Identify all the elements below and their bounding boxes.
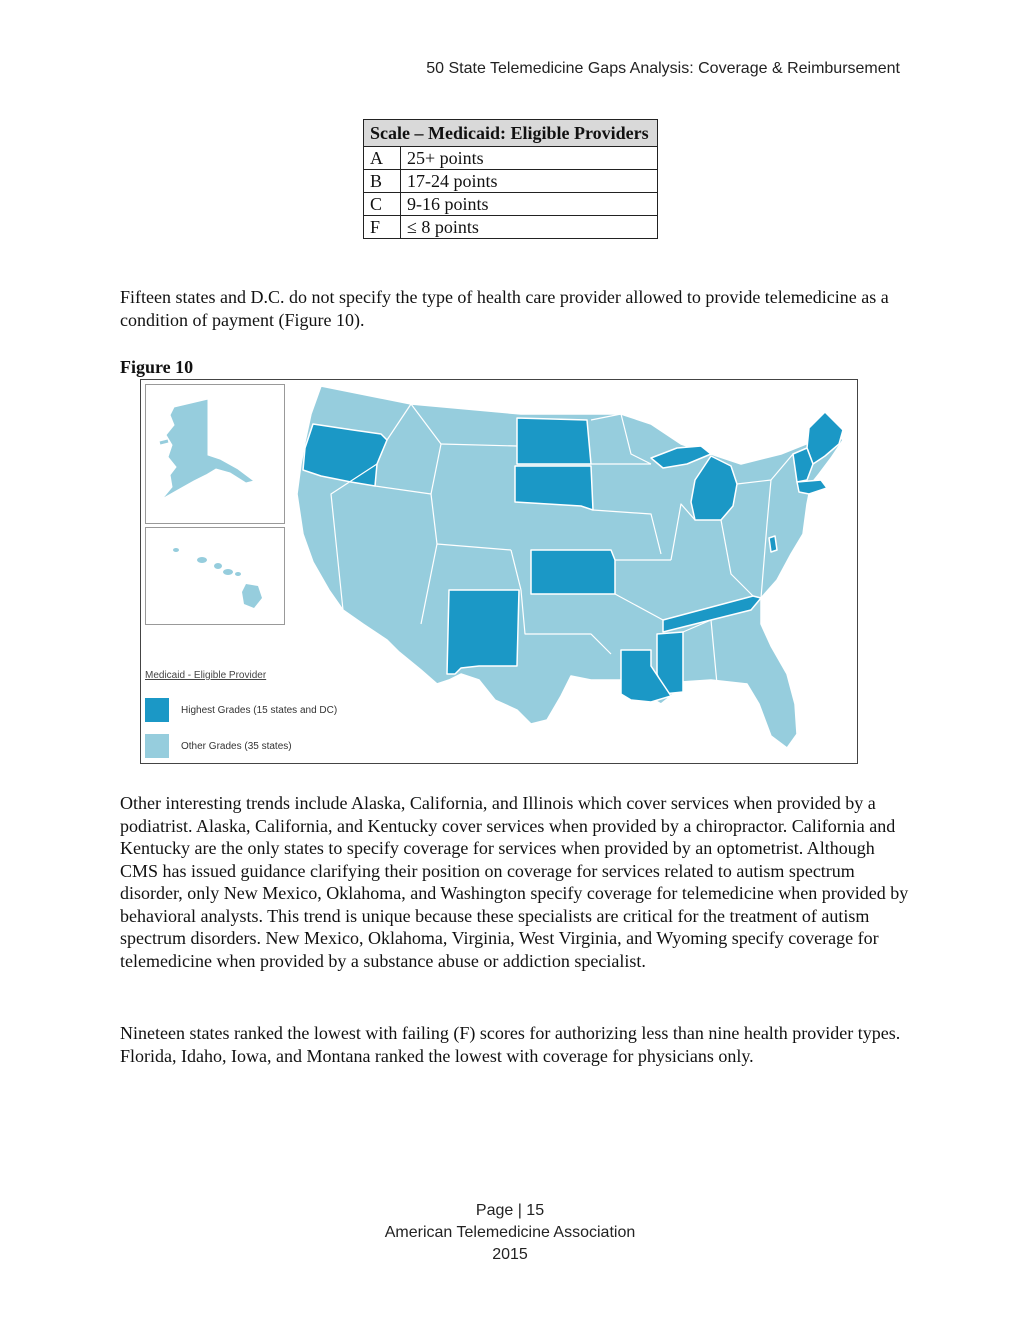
range-cell: 25+ points [401,147,658,170]
range-cell: 9-16 points [401,193,658,216]
alaska-shape [162,399,254,499]
body-paragraph-trends: Other interesting trends include Alaska, California, and Illinois which cover services when provided by a podiatrist. Alaska, California, and Kentucky cover services when provided by a chiropractor. California and Kentucky are the only states to specify coverage for services when provided by an optometrist. Although CMS has issued guidance clarifying their position on coverage for services related to autism spectrum disorder, only New Mexico, Oklahoma, and Washington specify coverage for telemedicine when provided by behavioral analysts. This trend is unique because these specialists are critical for the treatment of autism spectrum disorders. New Mexico, Oklahoma, Virginia, West Virginia, and Wyoming specify coverage for telemedicine when provided by a substance abuse or addiction specialist. [120,793,909,971]
range-cell: ≤ 8 points [401,216,658,239]
scale-table-title: Scale – Medicaid: Eligible Providers [364,120,658,147]
legend-swatch-other [145,734,169,758]
grade-cell: B [364,170,401,193]
hawaii-shape [173,548,262,608]
table-row [364,193,658,216]
new-mexico-shape [447,590,519,674]
grade-cell: F [364,216,401,239]
us-map-figure [140,379,858,764]
body-paragraph-lowest: Nineteen states ranked the lowest with failing (F) scores for authorizing less than nine health provider types. Florida, Idaho, Iowa, and Montana ranked the lowest with coverage for physicians only. [120,1023,901,1066]
page-header: 50 State Telemedicine Gaps Analysis: Coverage & Reimbursement [426,60,900,77]
grade-cell: C [364,193,401,216]
range-cell: 17-24 points [401,170,658,193]
table-row [364,170,658,193]
hawaii-inset [145,527,285,625]
legend-swatch-highest [145,698,169,722]
south-dakota-shape [515,466,593,510]
legend-item-highest [145,698,337,722]
grade-cell: A [364,147,401,170]
alaska-inset [145,384,285,524]
massachusetts-shape [797,480,827,494]
legend-label: Other Grades (35 states) [181,740,292,752]
footer-organization: American Telemedicine Association [384,1224,636,1241]
footer-page-number: Page | 15 [475,1202,545,1219]
legend-title: Medicaid - Eligible Provider [145,670,267,681]
table-row [364,216,658,239]
contiguous-us-map [291,384,853,761]
legend-label: Highest Grades (15 states and DC) [181,704,338,716]
north-dakota-shape [517,418,591,464]
legend-item-other [145,734,292,758]
intro-paragraph: Fifteen states and D.C. do not specify the type of health care provider allowed to provide telemedicine as a condition of payment (Figure 10). [120,287,889,330]
figure-label: Figure 10 [120,357,194,377]
maine-shape [807,412,843,464]
scale-table [363,119,658,239]
delaware-shape [769,536,777,552]
footer-year: 2015 [492,1246,528,1263]
table-row [364,147,658,170]
kansas-shape [531,550,615,594]
